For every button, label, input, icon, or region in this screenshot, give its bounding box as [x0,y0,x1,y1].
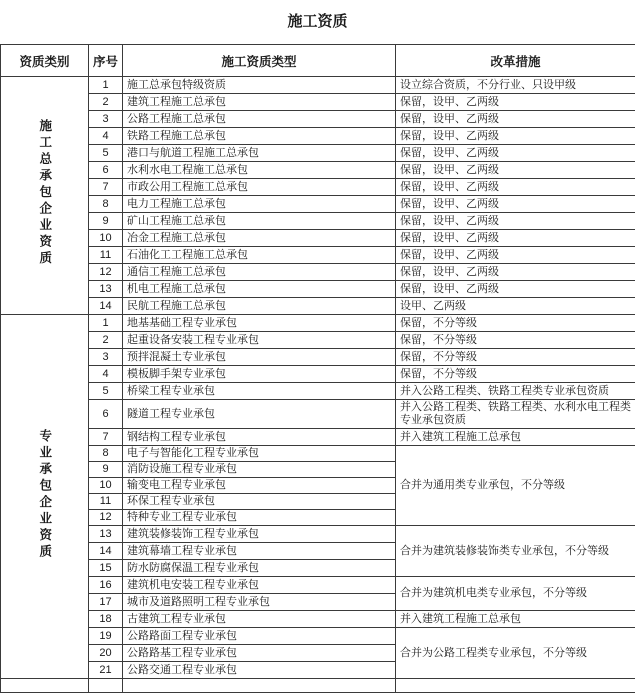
serial-no-cell: 7 [89,429,123,446]
reform-measure-cell: 保留，不分等级 [396,366,635,383]
qualification-type-cell: 钢结构工程专业承包 [123,429,396,446]
qualification-type-cell: 输变电工程专业承包 [123,478,396,494]
serial-no-cell: 2 [89,332,123,349]
header-row [1,45,635,77]
table-body [1,77,635,693]
serial-no-cell: 17 [89,594,123,611]
serial-no-cell: 13 [89,281,123,298]
qualification-type-cell: 起重设备安装工程专业承包 [123,332,396,349]
reform-measure-cell: 合并为建筑机电类专业承包，不分等级 [396,577,635,611]
reform-measure-cell: 并入建筑工程施工总承包 [396,429,635,446]
header-serial-no: 序号 [89,45,123,77]
construction-qualification-table [0,44,635,693]
reform-measure-cell: 保留，设甲、乙两级 [396,196,635,213]
serial-no-cell: 7 [89,179,123,196]
serial-no-cell: 14 [89,543,123,560]
table-row [1,628,635,645]
qualification-type-cell: 特种专业工程专业承包 [123,510,396,526]
qualification-type-cell: 民航工程施工总承包 [123,298,396,315]
serial-no-cell: 5 [89,383,123,400]
table-row [1,179,635,196]
serial-no-cell: 15 [89,560,123,577]
table-row [1,526,635,543]
serial-no-cell: 14 [89,298,123,315]
serial-no-cell: 10 [89,230,123,247]
qualification-type-cell: 建筑装修装饰工程专业承包 [123,526,396,543]
page-title: 施工资质 [0,0,635,44]
reform-measure-cell: 保留，设甲、乙两级 [396,264,635,281]
reform-measure-cell: 保留，不分等级 [396,332,635,349]
reform-measure-cell: 保留，设甲、乙两级 [396,94,635,111]
serial-no-cell: 13 [89,526,123,543]
serial-no-cell: 9 [89,462,123,478]
table-row [1,162,635,179]
header-qualification-type: 施工资质类型 [123,45,396,77]
qualification-type-cell: 公路交通工程专业承包 [123,662,396,679]
table-row [1,77,635,94]
reform-measure-cell: 保留，设甲、乙两级 [396,179,635,196]
serial-no-cell: 8 [89,196,123,213]
qualification-type-cell: 冶金工程施工总承包 [123,230,396,247]
table-row [1,315,635,332]
table-row [1,196,635,213]
serial-no-cell: 19 [89,628,123,645]
qualification-type-cell: 港口与航道工程施工总承包 [123,145,396,162]
serial-no-cell: 16 [89,577,123,594]
reform-measure-cell: 设立综合资质，不分行业、只设甲级 [396,77,635,94]
serial-no-cell: 11 [89,247,123,264]
table-row [1,366,635,383]
serial-no-cell: 6 [89,162,123,179]
table-row [1,429,635,446]
qualification-type-cell: 模板脚手架专业承包 [123,366,396,383]
reform-measure-cell: 保留，设甲、乙两级 [396,281,635,298]
serial-no-cell: 21 [89,662,123,679]
category-vertical-label: 专业承包企业资质 [38,429,51,561]
serial-no-cell: 20 [89,645,123,662]
table-row [1,577,635,594]
table-row [1,332,635,349]
qualification-type-cell: 公路路面工程专业承包 [123,628,396,645]
table-row [1,298,635,315]
qualification-type-cell: 建筑幕墙工程专业承包 [123,543,396,560]
reform-measure-cell: 保留，设甲、乙两级 [396,247,635,264]
header-reform-measure: 改革措施 [396,45,635,77]
qualification-type-cell: 环保工程专业承包 [123,494,396,510]
qualification-type-cell: 铁路工程施工总承包 [123,128,396,145]
reform-measure-cell: 保留，设甲、乙两级 [396,230,635,247]
table-row [1,446,635,462]
serial-no-cell: 6 [89,400,123,429]
table-row [1,611,635,628]
table-row [1,264,635,281]
serial-no-cell: 1 [89,77,123,94]
reform-measure-cell: 设甲、乙两级 [396,298,635,315]
reform-measure-cell: 保留，设甲、乙两级 [396,111,635,128]
category-vertical-label: 施工总承包企业资质 [38,119,51,268]
serial-no-cell: 10 [89,478,123,494]
header-category: 资质类别 [1,45,89,77]
serial-no-cell: 4 [89,366,123,383]
reform-measure-cell: 合并为通用类专业承包，不分等级 [396,446,635,526]
qualification-type-cell: 矿山工程施工总承包 [123,213,396,230]
qualification-type-cell: 城市及道路照明工程专业承包 [123,594,396,611]
qualification-type-cell: 机电工程施工总承包 [123,281,396,298]
qualification-type-cell: 电子与智能化工程专业承包 [123,446,396,462]
qualification-type-cell: 隧道工程专业承包 [123,400,396,429]
qualification-type-cell: 石油化工工程施工总承包 [123,247,396,264]
qualification-type-cell: 地基基础工程专业承包 [123,315,396,332]
qualification-type-cell: 预拌混凝土专业承包 [123,349,396,366]
table-row [1,213,635,230]
qualification-type-cell: 公路路基工程专业承包 [123,645,396,662]
table-row [1,349,635,366]
reform-measure-cell: 并入公路工程类、铁路工程类专业承包资质 [396,383,635,400]
serial-no-cell: 1 [89,315,123,332]
qualification-type-cell: 通信工程施工总承包 [123,264,396,281]
qualification-type-cell: 电力工程施工总承包 [123,196,396,213]
category-cell [1,315,89,679]
qualification-type-cell: 市政公用工程施工总承包 [123,179,396,196]
serial-no-cell: 4 [89,128,123,145]
table-row [1,94,635,111]
serial-no-cell: 9 [89,213,123,230]
table-row [1,145,635,162]
serial-no-cell: 5 [89,145,123,162]
qualification-type-cell: 古建筑工程专业承包 [123,611,396,628]
serial-no-cell: 18 [89,611,123,628]
qualification-type-cell: 施工总承包特级资质 [123,77,396,94]
qualification-type-cell: 建筑工程施工总承包 [123,94,396,111]
reform-measure-cell: 保留，设甲、乙两级 [396,145,635,162]
serial-no-cell: 12 [89,264,123,281]
category-cell [1,77,89,315]
reform-measure-cell: 保留，不分等级 [396,315,635,332]
serial-no-cell: 12 [89,510,123,526]
reform-measure-cell: 保留，设甲、乙两级 [396,162,635,179]
serial-no-cell: 2 [89,94,123,111]
reform-measure-cell: 保留，设甲、乙两级 [396,128,635,145]
table-row [1,128,635,145]
qualification-type-cell: 防水防腐保温工程专业承包 [123,560,396,577]
reform-measure-cell: 并入公路工程类、铁路工程类、水利水电工程类专业承包资质 [396,400,635,429]
table-row [1,247,635,264]
table-row [1,400,635,429]
reform-measure-cell: 合并为公路工程类专业承包，不分等级 [396,628,635,679]
table-row [1,230,635,247]
reform-measure-cell: 并入建筑工程施工总承包 [396,611,635,628]
reform-measure-cell: 合并为建筑装修装饰类专业承包，不分等级 [396,526,635,577]
serial-no-cell: 8 [89,446,123,462]
qualification-type-cell: 公路工程施工总承包 [123,111,396,128]
qualification-type-cell: 建筑机电安装工程专业承包 [123,577,396,594]
table-row [1,281,635,298]
serial-no-cell: 3 [89,349,123,366]
table-row [1,111,635,128]
reform-measure-cell: 保留，不分等级 [396,349,635,366]
qualification-type-cell: 消防设施工程专业承包 [123,462,396,478]
qualification-type-cell: 水利水电工程施工总承包 [123,162,396,179]
table-row [1,383,635,400]
reform-measure-cell: 保留，设甲、乙两级 [396,213,635,230]
qualification-type-cell: 桥梁工程专业承包 [123,383,396,400]
serial-no-cell: 11 [89,494,123,510]
serial-no-cell: 3 [89,111,123,128]
